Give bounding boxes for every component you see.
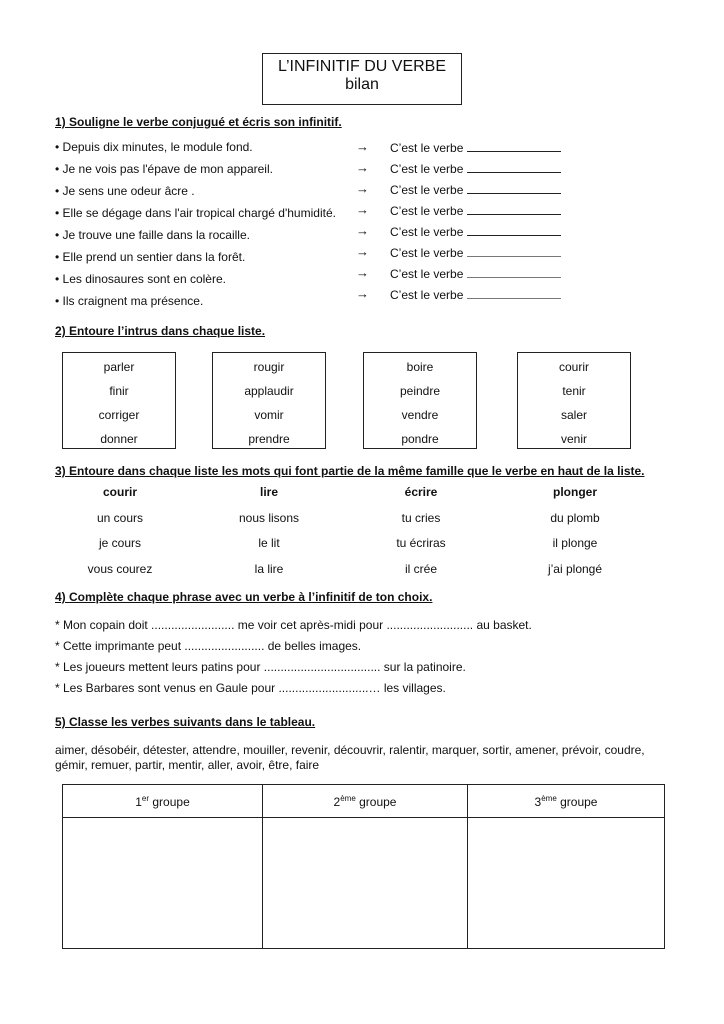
list-word[interactable]: tenir: [562, 384, 586, 398]
list-word[interactable]: vendre: [401, 408, 439, 422]
answer-blank[interactable]: [467, 161, 561, 173]
ex1-sentence: • Je trouve une faille dans la rocaille.: [55, 228, 250, 242]
list-word[interactable]: pondre: [401, 432, 439, 446]
arrow-icon: →: [356, 139, 369, 154]
ex1-sentence: • Les dinosaures sont en colère.: [55, 272, 226, 286]
answer-prompt: C’est le verbe: [390, 141, 464, 155]
group-cell[interactable]: [63, 818, 263, 949]
exercise-3-heading: 3) Entoure dans chaque liste les mots qui font partie de la même famille que le verbe en haut de la liste.: [55, 464, 645, 478]
list-word[interactable]: boire: [406, 360, 434, 374]
family-word[interactable]: le lit: [258, 536, 280, 551]
ex1-sentence: • Elle prend un sentier dans la forêt.: [55, 250, 246, 264]
answer-prompt: C’est le verbe: [390, 246, 464, 260]
answer-line: [390, 245, 561, 260]
ex1-sentence: • Je ne vois pas l'épave de mon appareil.: [55, 162, 273, 176]
family-word[interactable]: la lire: [254, 562, 284, 577]
family-word[interactable]: il plonge: [552, 536, 598, 551]
ex1-sentence: • Depuis dix minutes, le module fond.: [55, 140, 253, 154]
family-word[interactable]: nous lisons: [238, 510, 300, 525]
answer-blank[interactable]: [467, 203, 561, 215]
word-list-box: [212, 352, 326, 449]
family-verb: écrire: [404, 485, 438, 499]
answer-line: [390, 203, 561, 218]
exercise-4-heading: 4) Complète chaque phrase avec un verbe à l’infinitif de ton choix.: [55, 590, 433, 604]
fill-sentence[interactable]: * Les Barbares sont venus en Gaule pour ...........................… les villages.: [55, 681, 446, 695]
answer-blank[interactable]: [467, 182, 561, 194]
answer-prompt: C’est le verbe: [390, 183, 464, 197]
list-word[interactable]: saler: [560, 408, 587, 422]
arrow-icon: →: [356, 265, 369, 280]
exercise-5-heading: 5) Classe les verbes suivants dans le tableau.: [55, 715, 316, 729]
ex1-sentence: • Je sens une odeur âcre .: [55, 184, 195, 198]
answer-blank[interactable]: [467, 140, 561, 152]
exercise-1-heading: 1) Souligne le verbe conjugué et écris son infinitif.: [55, 115, 342, 129]
answer-prompt: C’est le verbe: [390, 288, 464, 302]
family-column: [346, 480, 496, 583]
arrow-icon: →: [356, 244, 369, 259]
answer-line: [390, 287, 561, 302]
arrow-icon: →: [356, 286, 369, 301]
answer-blank[interactable]: [467, 287, 561, 299]
answer-blank[interactable]: [467, 266, 561, 278]
fill-sentence[interactable]: * Cette imprimante peut ........................ de belles images.: [55, 639, 362, 653]
family-word[interactable]: j’ai plongé: [547, 562, 603, 577]
page-title: L’INFINITIF DU VERBE: [277, 58, 447, 75]
family-word[interactable]: du plomb: [550, 510, 600, 525]
family-word[interactable]: tu écriras: [396, 536, 446, 551]
verb-list: aimer, désobéir, détester, attendre, mouiller, revenir, découvrir, ralentir, marquer, sortir, amener, prévoir, coudre, gémir, remuer, partir, mentir, aller, avoir, être, faire: [55, 743, 645, 772]
answer-prompt: C’est le verbe: [390, 225, 464, 239]
arrow-icon: →: [356, 181, 369, 196]
group-header: 3ème groupe: [468, 785, 665, 818]
list-word[interactable]: vomir: [254, 408, 284, 422]
family-column: [45, 480, 195, 583]
family-word[interactable]: tu cries: [401, 510, 441, 525]
page-subtitle: bilan: [345, 76, 379, 93]
family-verb: courir: [102, 485, 137, 499]
fill-sentence[interactable]: * Mon copain doit ......................... me voir cet après-midi pour .......................... au basket.: [55, 618, 532, 632]
answer-line: [390, 140, 561, 155]
group-header: 1er groupe: [63, 785, 263, 818]
list-word[interactable]: donner: [100, 432, 138, 446]
ex1-sentence: • Ils craignent ma présence.: [55, 294, 204, 308]
family-word[interactable]: vous courez: [87, 562, 153, 577]
family-verb: lire: [259, 485, 278, 499]
answer-blank[interactable]: [467, 224, 561, 236]
answer-prompt: C’est le verbe: [390, 204, 464, 218]
list-word[interactable]: corriger: [98, 408, 140, 422]
family-verb: plonger: [553, 485, 597, 499]
group-header: 2ème groupe: [263, 785, 468, 818]
family-word[interactable]: il crée: [404, 562, 437, 577]
arrow-icon: →: [356, 223, 369, 238]
list-word[interactable]: parler: [103, 360, 135, 374]
word-list-box: [517, 352, 631, 449]
list-word[interactable]: venir: [560, 432, 587, 446]
answer-line: [390, 161, 561, 176]
title-box: [262, 53, 462, 105]
family-word[interactable]: un cours: [96, 510, 144, 525]
family-column: [194, 480, 344, 583]
family-word[interactable]: je cours: [98, 536, 142, 551]
arrow-icon: →: [356, 160, 369, 175]
answer-prompt: C’est le verbe: [390, 267, 464, 281]
group-cell[interactable]: [468, 818, 665, 949]
list-word[interactable]: applaudir: [244, 384, 294, 398]
list-word[interactable]: finir: [109, 384, 129, 398]
family-column: [500, 480, 650, 583]
answer-line: [390, 182, 561, 197]
list-word[interactable]: rougir: [253, 360, 285, 374]
ex1-sentence: • Elle se dégage dans l'air tropical chargé d'humidité.: [55, 206, 336, 220]
fill-sentence[interactable]: * Les joueurs mettent leurs patins pour ................................... sur la patinoire.: [55, 660, 466, 674]
answer-line: [390, 266, 561, 281]
list-word[interactable]: prendre: [248, 432, 290, 446]
list-word[interactable]: courir: [558, 360, 589, 374]
list-word[interactable]: peindre: [399, 384, 441, 398]
verb-groups-table: [62, 784, 665, 949]
answer-blank[interactable]: [467, 245, 561, 257]
word-list-box: [363, 352, 477, 449]
answer-prompt: C’est le verbe: [390, 162, 464, 176]
answer-line: [390, 224, 561, 239]
exercise-2-heading: 2) Entoure l’intrus dans chaque liste.: [55, 324, 266, 338]
arrow-icon: →: [356, 202, 369, 217]
group-cell[interactable]: [263, 818, 468, 949]
word-list-box: [62, 352, 176, 449]
